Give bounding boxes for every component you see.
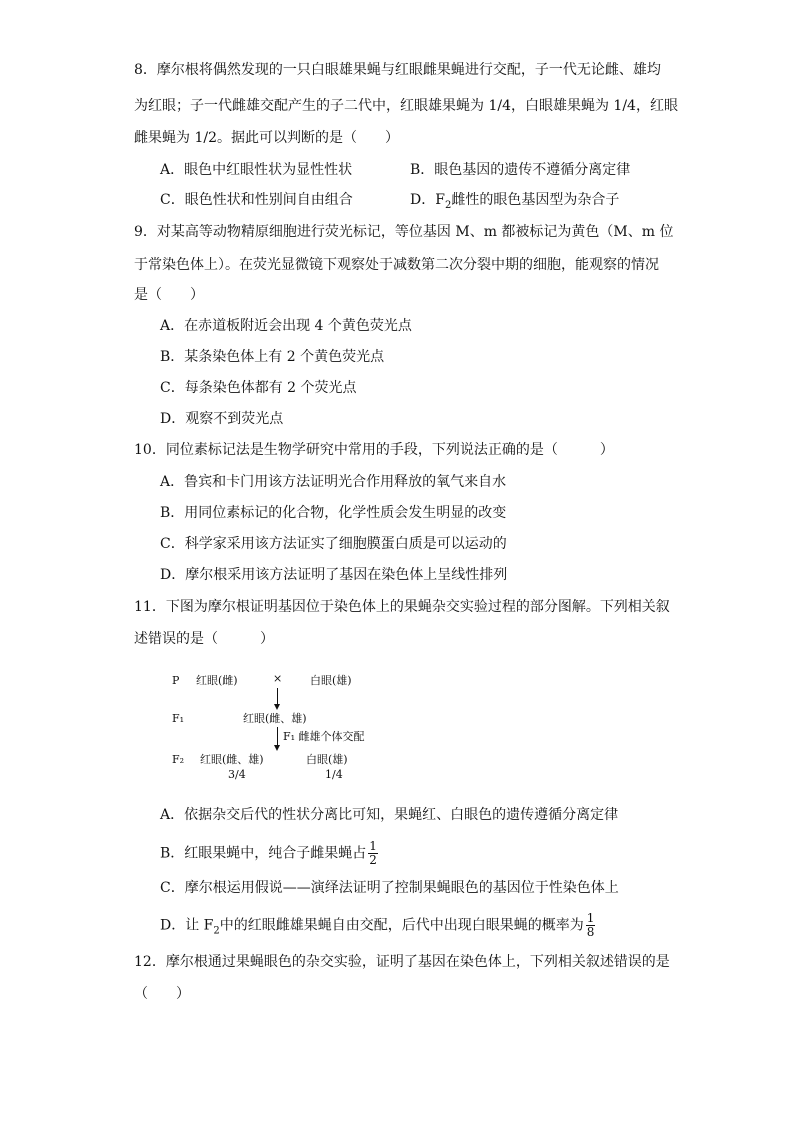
arrow-f1-to-f2-head: [274, 745, 280, 751]
q12-stem-line1: 12．摩尔根通过果蝇眼色的杂交实验，证明了基因在染色体上，下列相关叙述错误的是: [134, 954, 670, 970]
diagram-f2-white: 白眼(雄): [306, 753, 348, 766]
fraction-one-eighth: $\frac{1}{8}$: [586, 911, 595, 939]
q8-option-b: B．眼色基因的遗传不遵循分离定律: [410, 162, 631, 178]
diagram-p-male: 白眼(雄): [310, 674, 352, 687]
diagram-f1-result: 红眼(雌、雄): [243, 712, 307, 725]
diagram-f2-label: F₂: [172, 753, 185, 766]
q10-stem: 10．同位素标记法是生物学研究中常用的手段，下列说法正确的是（ ）: [134, 442, 614, 458]
diagram-p-female: 红眼(雌): [196, 674, 238, 687]
q9-option-c: C．每条染色体都有 2 个荧光点: [160, 380, 357, 396]
diagram-f2-red-ratio: 3/4: [228, 768, 246, 781]
q8-option-d: D．$F_2$雌性的眼色基因型为杂合子: [410, 192, 620, 211]
q10-option-b: B．用同位素标记的化合物，化学性质会发生明显的改变: [160, 505, 507, 521]
fraction-one-half: $\frac{1}{2}$: [369, 839, 377, 867]
diagram-f1-cross-note: F₁ 雌雄个体交配: [283, 730, 365, 743]
diagram-f2-white-ratio: 1/4: [325, 768, 343, 781]
q11-option-c: C．摩尔根运用假说——演绎法证明了控制果蝇眼色的基因位于性染色体上: [160, 880, 619, 896]
diagram-p-label: P: [172, 674, 180, 687]
q11-stem-line1: 11．下图为摩尔根证明基因位于染色体上的果蝇杂交实验过程的部分图解。下列相关叙: [134, 599, 670, 615]
q8-stem-line1: 8．摩尔根将偶然发现的一只白眼雄果蝇与红眼雌果蝇进行交配，子一代无论雌、雄均: [134, 62, 661, 78]
q9-option-a: A．在赤道板附近会出现 4 个黄色荧光点: [160, 318, 412, 334]
diagram-cross-symbol: ×: [273, 672, 283, 685]
arrow-f1-to-f2: [277, 727, 278, 747]
q9-option-d: D．观察不到荧光点: [160, 411, 284, 427]
arrow-p-to-f1-head: [274, 704, 280, 710]
q9-stem-line1: 9．对某高等动物精原细胞进行荧光标记，等位基因 M、m 都被标记为黄色（M、m 位: [134, 224, 674, 240]
q11-option-b: B．红眼果蝇中，纯合子雌果蝇占 $\frac{1}{2}$: [160, 839, 377, 867]
q9-stem-line3: 是（ ）: [134, 287, 204, 303]
q11-stem-line2: 述错误的是（ ）: [134, 631, 274, 647]
q8-option-a: A．眼色中红眼性状为显性性状: [160, 162, 353, 178]
diagram-f2-red: 红眼(雌、雄): [200, 753, 264, 766]
q8-stem-line2: 为红眼；子一代雌雄交配产生的子二代中，红眼雄果蝇为 1/4，白眼雄果蝇为 1/4，红眼: [134, 98, 678, 114]
diagram-f1-label: F₁: [172, 712, 185, 725]
q10-option-d: D．摩尔根采用该方法证明了基因在染色体上呈线性排列: [160, 567, 508, 583]
q9-stem-line2: 于常染色体上）。在荧光显微镜下观察处于减数第二次分裂中期的细胞，能观察的情况: [134, 257, 659, 273]
q11-option-d: D．让 $F_2$中的红眼雌雄果蝇自由交配，后代中出现白眼果蝇的概率为 $\frac{1}{8}$: [160, 911, 595, 939]
q10-option-c: C．科学家采用该方法证实了细胞膜蛋白质是可以运动的: [160, 536, 507, 552]
q8-option-c: C．眼色性状和性别间自由组合: [160, 192, 353, 208]
q11-option-a: A．依据杂交后代的性状分离比可知，果蝇红、白眼色的遗传遵循分离定律: [160, 807, 619, 823]
q10-option-a: A．鲁宾和卡门用该方法证明光合作用释放的氧气来自水: [160, 474, 507, 490]
q8-stem-line3: 雌果蝇为 1/2。据此可以判断的是（ ）: [134, 130, 399, 146]
q9-option-b: B．某条染色体上有 2 个黄色荧光点: [160, 349, 385, 365]
q12-stem-line2: （ ）: [134, 986, 190, 1002]
